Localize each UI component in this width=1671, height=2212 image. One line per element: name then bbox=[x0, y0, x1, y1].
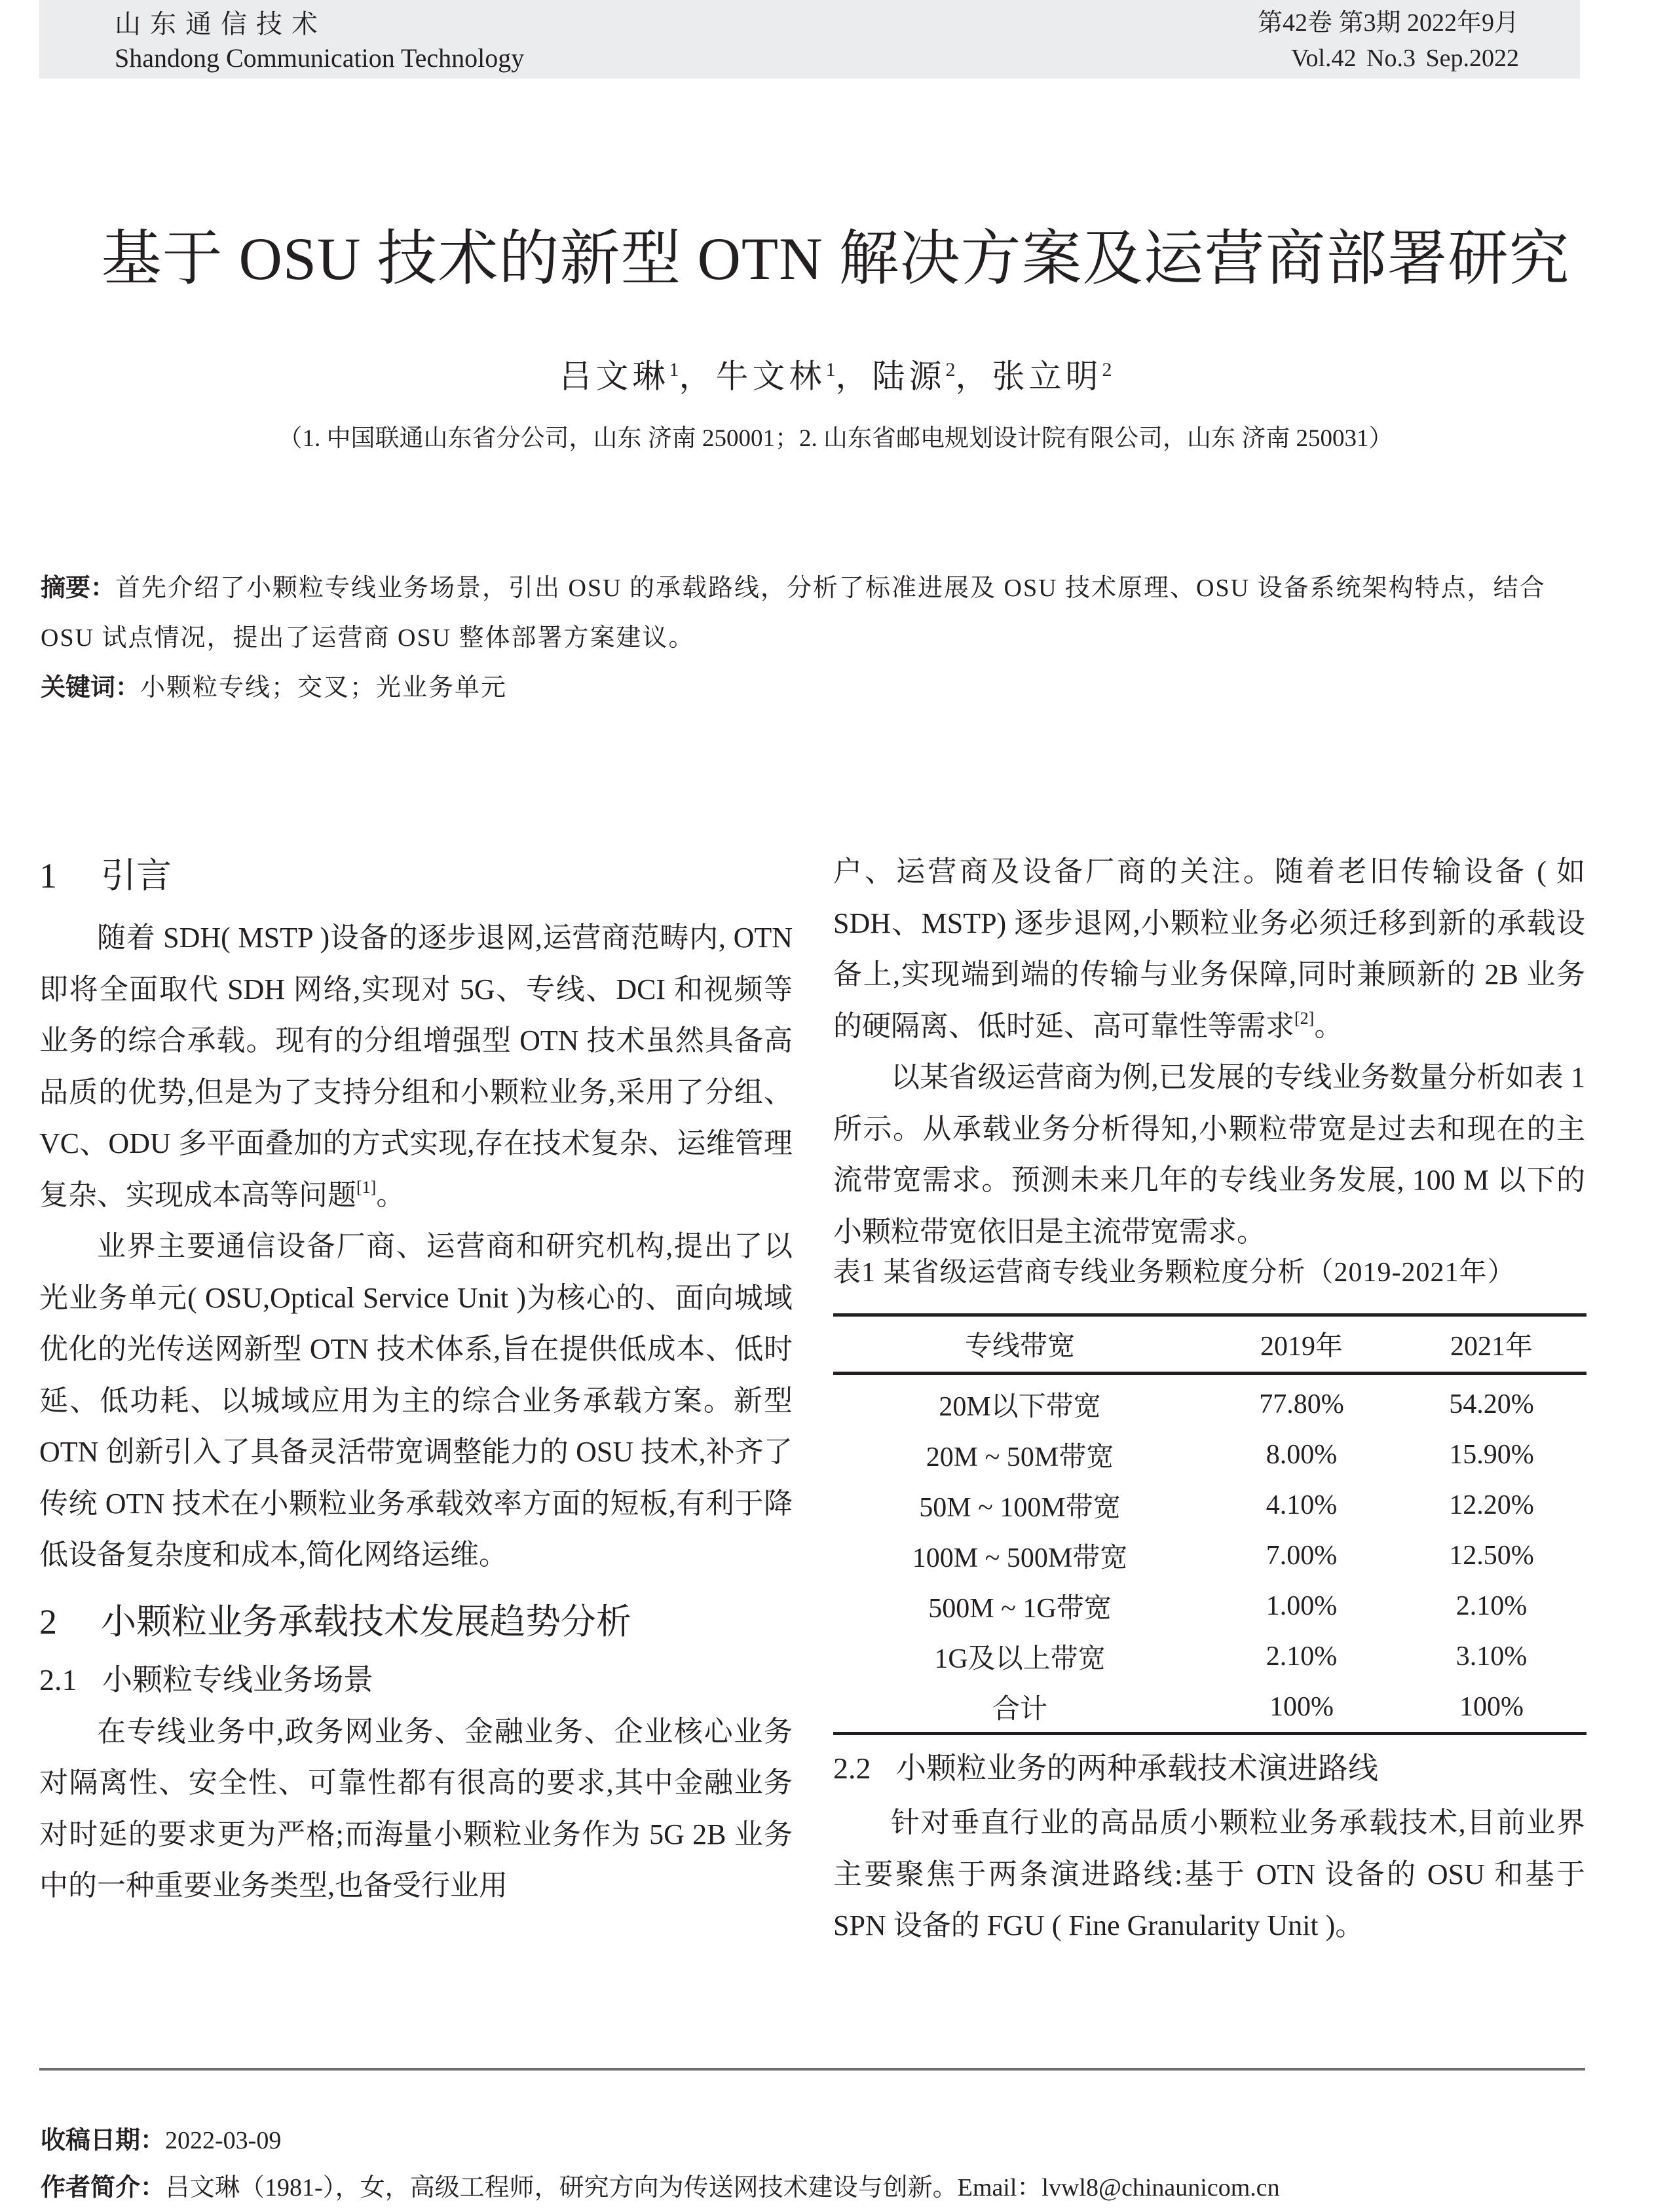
table-cell: 1.00% bbox=[1266, 1590, 1338, 1621]
section-title: 引言 bbox=[101, 856, 172, 895]
paragraph-text: 户、运营商及设备厂商的关注。随着老旧传输设备 ( 如 SDH、MSTP) 逐步退网,小颗粒业务必须迁移到新的承载设备上,实现端到端的传输与业务保障,同时兼顾新的 2B 业务的硬隔离、低时延、高可靠性等需求 bbox=[833, 855, 1585, 1042]
section-heading-1 bbox=[39, 850, 793, 902]
table-cell: 50M ~ 100M带宽 bbox=[919, 1492, 1121, 1523]
keywords bbox=[41, 663, 1587, 713]
journal-name-cn: 山东通信技术 bbox=[115, 9, 327, 39]
table-caption: 表1 某省级运营商专线业务颗粒度分析（2019-2021年） bbox=[833, 1258, 1516, 1288]
section-heading-2-2 bbox=[833, 1744, 1585, 1792]
author-name: 陆源 bbox=[872, 358, 946, 395]
section-title: 小颗粒业务承载技术发展趋势分析 bbox=[101, 1602, 631, 1641]
table-row bbox=[833, 1480, 1587, 1530]
table-cell: 54.20% bbox=[1449, 1389, 1534, 1419]
column-header: 专线带宽 bbox=[964, 1332, 1075, 1362]
paragraph-text: 。 bbox=[376, 1178, 405, 1211]
abstract-label: 摘要： bbox=[41, 574, 116, 602]
table-cell: 合计 bbox=[992, 1694, 1047, 1725]
table-cell: 2.10% bbox=[1455, 1590, 1528, 1621]
issue-info-en: Vol.42 No.3 Sep.2022 bbox=[1290, 45, 1519, 72]
table-cell: 12.50% bbox=[1449, 1540, 1534, 1571]
table-row-total bbox=[833, 1681, 1587, 1734]
table-cell: 20M ~ 50M带宽 bbox=[926, 1442, 1114, 1472]
section-number: 1 bbox=[39, 856, 57, 895]
citation: [2] bbox=[1294, 1008, 1315, 1028]
table-row bbox=[833, 1530, 1587, 1581]
column-header: 2021年 bbox=[1450, 1332, 1533, 1362]
abstract bbox=[41, 563, 1587, 663]
author-list bbox=[0, 347, 1671, 400]
paragraph-text: 。 bbox=[1314, 1009, 1343, 1042]
citation: [1] bbox=[356, 1177, 377, 1197]
table-cell: 12.20% bbox=[1449, 1490, 1534, 1520]
author-affiliation-mark: 1 bbox=[825, 359, 836, 381]
table-cell: 4.10% bbox=[1266, 1490, 1338, 1520]
paragraph: 在专线业务中,政务网业务、金融业务、企业核心业务对隔离性、安全性、可靠性都有很高的要求,其中金融业务对时延的要求更为严格;而海量小颗粒业务作为 5G 2B 业务中的一种重要业务类型,也备受行业用 bbox=[39, 1715, 793, 1902]
section-number: 2 bbox=[39, 1602, 57, 1641]
right-column-top bbox=[833, 846, 1585, 1258]
table-cell: 77.80% bbox=[1259, 1389, 1344, 1419]
table-cell: 500M ~ 1G带宽 bbox=[928, 1593, 1112, 1624]
table-cell: 15.90% bbox=[1449, 1439, 1534, 1470]
section-title: 小颗粒专线业务场景 bbox=[102, 1662, 373, 1696]
keywords-label: 关键词： bbox=[41, 674, 141, 702]
table-row bbox=[833, 1374, 1587, 1430]
issue-info-cn: 第42卷 第3期 2022年9月 bbox=[1257, 9, 1519, 37]
section-heading-2 bbox=[39, 1596, 793, 1648]
author-bio bbox=[41, 2171, 1280, 2204]
table-cell: 100% bbox=[1269, 1691, 1334, 1722]
table-row bbox=[833, 1581, 1587, 1631]
section-number: 2.1 bbox=[39, 1662, 77, 1696]
table-cell: 1G及以上带宽 bbox=[934, 1643, 1106, 1674]
paragraph bbox=[39, 912, 793, 1221]
journal-name-en: Shandong Communication Technology bbox=[115, 43, 525, 73]
author-separator: ， bbox=[955, 358, 992, 395]
table-cell: 100% bbox=[1459, 1691, 1524, 1722]
author-name: 张立明 bbox=[992, 358, 1102, 395]
affiliations: （1. 中国联通山东省分公司，山东 济南 250001；2. 山东省邮电规划设计院有限公司，山东 济南 250031） bbox=[278, 425, 1393, 452]
bio-label: 作者简介： bbox=[41, 2174, 166, 2202]
author-affiliation-mark: 2 bbox=[1102, 359, 1112, 381]
paragraph-continued bbox=[833, 846, 1585, 1052]
bandwidth-table bbox=[833, 1313, 1587, 1735]
author-name: 吕文琳 bbox=[559, 358, 669, 395]
table-row bbox=[833, 1429, 1587, 1480]
author-separator: ， bbox=[835, 358, 873, 395]
received-label: 收稿日期： bbox=[41, 2127, 166, 2154]
author-affiliation-mark: 2 bbox=[945, 359, 956, 381]
section-heading-2-1 bbox=[39, 1656, 793, 1704]
paragraph: 业界主要通信设备厂商、运营商和研究机构,提出了以光业务单元( OSU,Optical Service Unit )为核心的、面向城域优化的光传送网新型 OTN 技术体系,旨在提供低成本、低时延、低功耗、以城域应用为主的综合业务承载方案。新型 OTN 创新引入了具备灵活带宽调整能力的 OSU 技术,补齐了传统 OTN 技术在小颗粒业务承载效率方面的短板,有利于降低设备复杂度和成本,简化网络运维。 bbox=[39, 1230, 793, 1571]
section-title: 小颗粒业务的两种承载技术演进路线 bbox=[896, 1751, 1378, 1785]
bio-text: 吕文琳（1981-），女，高级工程师，研究方向为传送网技术建设与创新。Email：lvwl8@chinaunicom.cn bbox=[165, 2174, 1280, 2202]
table-row bbox=[833, 1631, 1587, 1681]
paragraph: 针对垂直行业的高品质小颗粒业务承载技术,目前业界主要聚焦于两条演进路线:基于 OTN 设备的 OSU 和基于 SPN 设备的 FGU ( Fine Granularity Unit )。 bbox=[833, 1807, 1585, 1941]
article-title: 基于 OSU 技术的新型 OTN 解决方案及运营商部署研究 bbox=[101, 225, 1570, 292]
author-separator: ， bbox=[679, 358, 716, 395]
section-number: 2.2 bbox=[833, 1752, 871, 1785]
table-header-row bbox=[833, 1315, 1587, 1374]
table-cell: 2.10% bbox=[1266, 1641, 1338, 1672]
table-cell: 7.00% bbox=[1266, 1540, 1338, 1571]
paragraph-text: 随着 SDH( MSTP )设备的逐步退网,运营商范畴内, OTN 即将全面取代 SDH 网络,实现对 5G、专线、DCI 和视频等业务的综合承载。现有的分组增强型 OTN 技术虽然具备高品质的优势,但是为了支持分组和小颗粒业务,采用了分组、VC、ODU 多平面叠加的方式实现,存在技术复杂、运维管理复杂、实现成本高等问题 bbox=[39, 922, 793, 1211]
table-cell: 100M ~ 500M带宽 bbox=[912, 1543, 1128, 1573]
abstract-block bbox=[41, 563, 1587, 713]
paragraph: 以某省级运营商为例,已发展的专线业务数量分析如表 1 所示。从承载业务分析得知,小颗粒带宽是过去和现在的主流带宽需求。预测未来几年的专线业务发展, 100 M 以下的小颗粒带宽依旧是主流带宽需求。 bbox=[833, 1061, 1585, 1248]
table-cell: 8.00% bbox=[1266, 1439, 1338, 1470]
keywords-text: 小颗粒专线；交叉；光业务单元 bbox=[140, 674, 508, 702]
author-affiliation-mark: 1 bbox=[669, 359, 679, 381]
column-header: 2019年 bbox=[1260, 1332, 1343, 1362]
footer-divider bbox=[39, 2068, 1585, 2071]
abstract-text: 首先介绍了小颗粒专线业务场景，引出 OSU 的承载路线，分析了标准进展及 OSU 技术原理、OSU 设备系统架构特点，结合 OSU 试点情况，提出了运营商 OSU 整体部署方案建议。 bbox=[41, 574, 1546, 652]
left-column bbox=[39, 850, 793, 1912]
received-value: 2022-03-09 bbox=[165, 2127, 282, 2154]
right-column-bottom bbox=[833, 1744, 1585, 1952]
received-date bbox=[41, 2124, 281, 2157]
table-cell: 20M以下带宽 bbox=[939, 1391, 1101, 1422]
author-name: 牛文林 bbox=[715, 358, 826, 395]
table-cell: 3.10% bbox=[1455, 1641, 1528, 1672]
